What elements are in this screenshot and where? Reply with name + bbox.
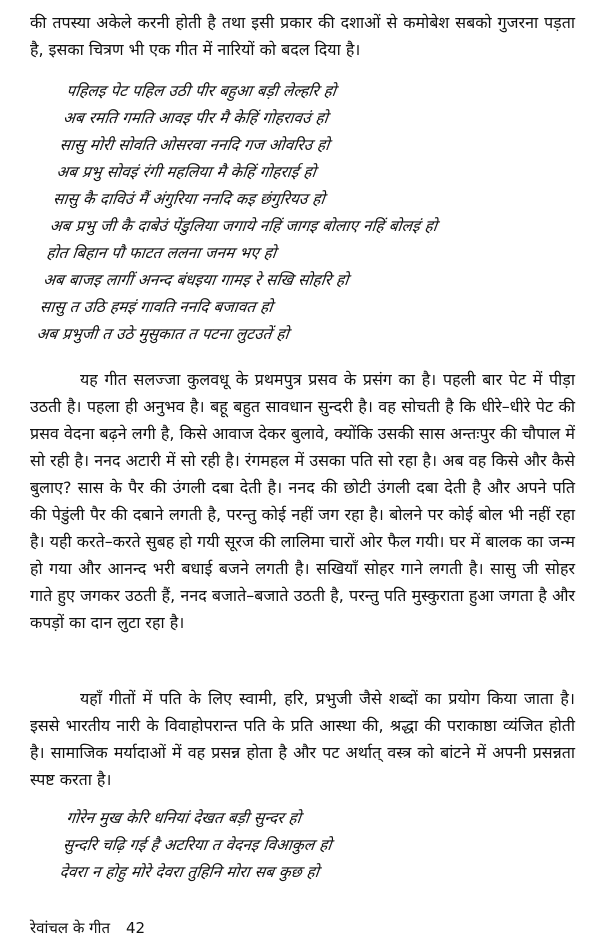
song-verse-1: [35, 78, 455, 348]
commentary-paragraph: यहाँ गीतों में पति के लिए स्वामी, हरि, प्रभुजी जैसे शब्दों का प्रयोग किया जाता है। इससे भारतीय नारी के विवाहोपरान्त पति के प्रति आस्था की, श्रद्धा की पराकाष्ठा व्यंजित होती है। सामाजिक मर्यादाओं में वह प्रसन्न होता है और पट अर्थात् वस्त्र को बांटने में अपनी प्रसन्नता स्पष्ट करता है।: [30, 689, 575, 789]
verse-line: सासु मोरी सोवति ओसरवा ननदि गज ओवरिउ हो: [58, 136, 331, 154]
verse-line: देवरा न होहु मोरे देवरा तुहिनि मोरा सब कुछ हो: [58, 863, 321, 881]
verse-line: अब बाजइ लागीं अनन्द बंधइया गामइ रे सखि सोहरि हो: [42, 271, 350, 289]
verse-line: अब प्रभु सोवइं रंगी महलिया मै केहिं गोहराई हो: [55, 163, 317, 181]
book-title: रेवांचल के गीत: [30, 919, 110, 937]
verse-line: गोरेन मुख केरि धनियां देखत बड़ी सुन्दर हो: [65, 809, 303, 827]
page-number: 42: [126, 919, 146, 937]
verse-line: पहिलइ पेट पहिल उठी पीर बहुआ बड़ी लेल्हरि हो: [65, 82, 338, 100]
page-footer: [30, 918, 145, 938]
verse-line: अब रमति गमति आवइ पीर मै केहिं गोहरावउं हो: [61, 109, 329, 127]
verse-line: सासु कै दाविउं मैं अंगुरिया ननदि कइ छंगुरियउ हो: [52, 190, 326, 208]
explanation-paragraph: यह गीत सलज्जा कुलवधू के प्रथमपुत्र प्रसव के प्रसंग का है। पहली बार पेट में पीड़ा उठती है। पहला ही अनुभव है। बहू बहुत सावधान सुन्दरी है। वह सोचती है कि धीरे–धीरे पेट की प्रसव वेदना बढ़ने लगी है, किसे आवाज देकर बुलावे, क्योंकि उसकी सास अन्तःपुर की चौपाल में सो रही है। ननद अटारी में सो रही है। रंगमहल में उसका पति सो रहा है। अब वह किसे और कैसे बुलाए? सास के पैर की उंगली दबा देती है। ननद की छोटी उंगली दबा देती है और अपने पति की पेडुंली पैर की दबाने लगती है, परन्तु कोई नहीं जग रहा है। बोलने पर कोई बोल भी नहीं रहा है। यही करते–करते सुबह हो गयी सूरज की लालिमा चारों ओर फैल गयी। घर में बालक का जन्म हो गया और आनन्द भरी बधाई बजने लगती है। सखियाँ सोहर गाने लगती है। सासु जी सोहर गाते हुए जगकर उठती हैं, ननद बजाते–बजाते उठती है, परन्तु पति मुस्कुराता हुआ जगता है और कपड़ों का दान लुटा रहा है।: [30, 370, 575, 632]
verse-line: सासु त उठि हमइं गावति ननदि बजावत हो: [38, 298, 274, 316]
verse-line: अब प्रभु जी कै दाबेउं पेंडुलिया जगाये नहिं जागइ बोलाए नहिं बोलइं हो: [48, 217, 439, 235]
intro-paragraph: की तपस्या अकेले करनी होती है तथा इसी प्रकार की दशाओं से कमोबेश सबको गुजरना पड़ता है, इसका चित्रण भी एक गीत में नारियों को बदल दिया है।: [30, 13, 575, 59]
verse-line: अब प्रभुजी त उठे मुसुकात त पटना लुटउतें हो: [35, 325, 290, 343]
verse-line: सुन्दरि चढ़ि गई है अटरिया त वेदनइ विआकुल हो: [61, 836, 333, 854]
verse-line: होत बिहान पौ फाटत ललना जनम भए हो: [45, 244, 278, 262]
song-verse-2: [58, 805, 336, 886]
